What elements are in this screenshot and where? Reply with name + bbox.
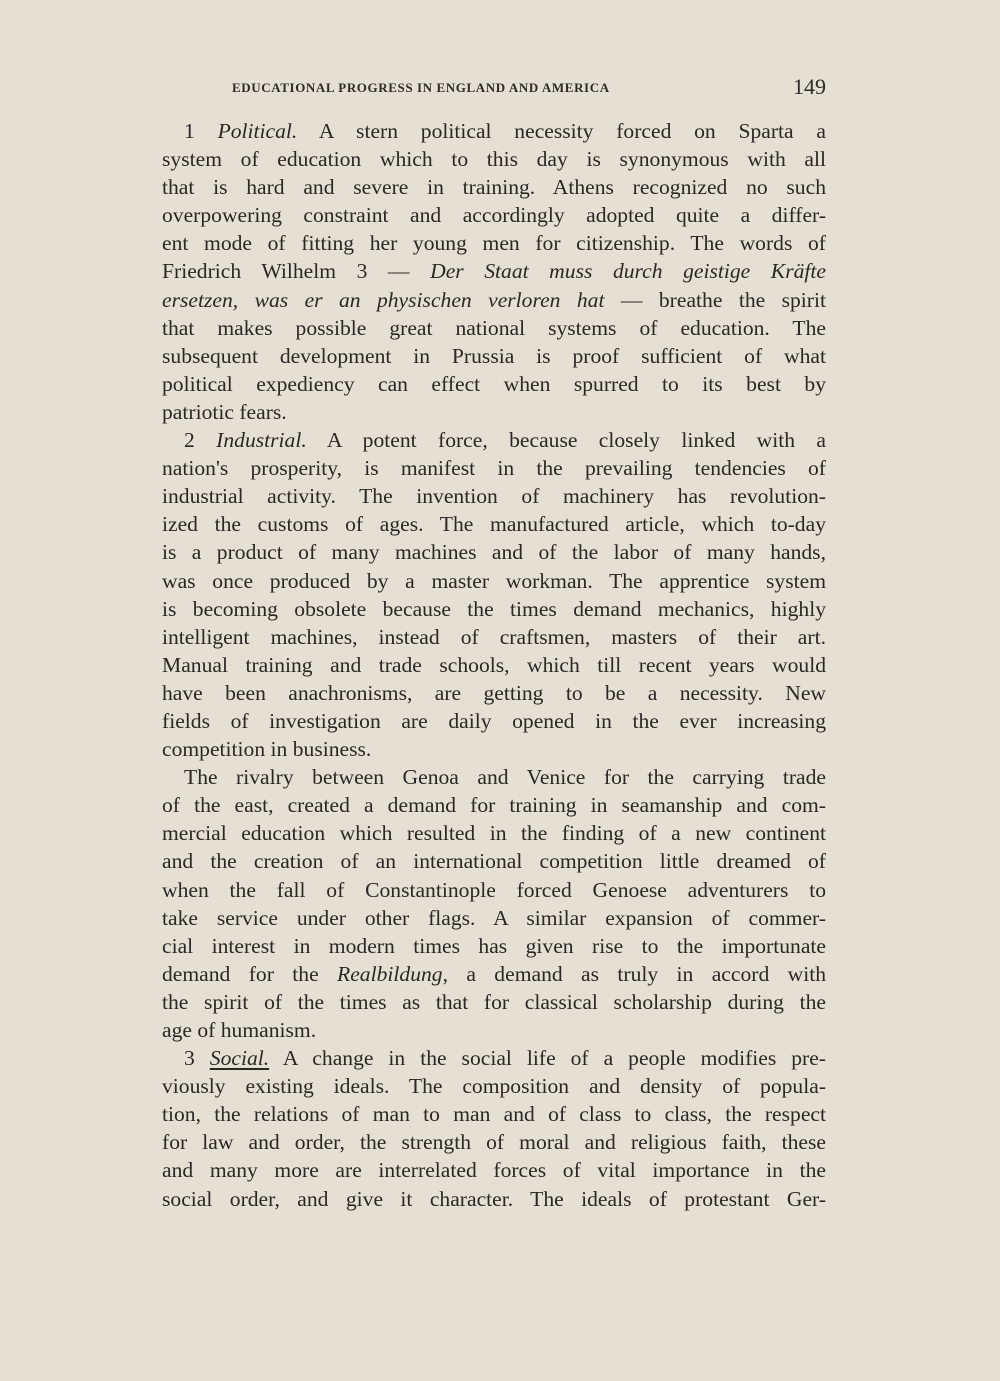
text-line bbox=[162, 876, 826, 904]
text-segment: 3 bbox=[184, 1046, 210, 1071]
text-segment: tion, the relations of man to man and of class to class, the respect bbox=[162, 1102, 826, 1127]
text-line bbox=[162, 286, 826, 314]
text-segment: competition in business. bbox=[162, 737, 372, 762]
text-line bbox=[162, 314, 826, 342]
text-line bbox=[162, 623, 826, 651]
text-segment: viously existing ideals. The composition and density of popula- bbox=[162, 1074, 826, 1099]
text-segment: and the creation of an international competition little dreamed of bbox=[162, 849, 826, 874]
text-line bbox=[162, 679, 826, 707]
text-line bbox=[162, 1128, 826, 1156]
paragraph bbox=[162, 1044, 826, 1213]
text-segment: A change in the social life of a people modifies pre- bbox=[269, 1046, 826, 1071]
text-line bbox=[162, 145, 826, 173]
text-line bbox=[162, 735, 826, 763]
text-segment: was once produced by a master workman. The apprentice system bbox=[162, 568, 826, 593]
paragraph bbox=[162, 426, 826, 763]
text-line bbox=[162, 1044, 826, 1072]
text-line bbox=[162, 426, 826, 454]
text-line bbox=[162, 538, 826, 566]
text-segment: ent mode of fitting her young men for citizenship. The words of bbox=[162, 231, 826, 256]
text-segment: that makes possible great national systems of education. The bbox=[162, 315, 826, 340]
text-line bbox=[162, 819, 826, 847]
text-segment: demand for the bbox=[162, 961, 338, 986]
text-line bbox=[162, 707, 826, 735]
text-segment: overpowering constraint and accordingly adopted quite a differ- bbox=[162, 203, 826, 228]
text-segment: take service under other flags. A similar expansion of commer- bbox=[162, 905, 826, 930]
text-segment: age of humanism. bbox=[162, 1018, 317, 1042]
text-segment: fields of investigation are daily opened in the ever increasing bbox=[162, 708, 826, 733]
text-line bbox=[162, 482, 826, 510]
text-line bbox=[162, 763, 826, 791]
text-segment: Manual training and trade schools, which till recent years would bbox=[162, 652, 826, 677]
text-segment: — breathe the spirit bbox=[604, 287, 826, 312]
text-segment: political expediency can effect when spurred to its best by bbox=[162, 371, 826, 396]
text-segment: 1 bbox=[184, 119, 218, 143]
text-line bbox=[162, 904, 826, 932]
text-line bbox=[162, 847, 826, 875]
text-line bbox=[162, 229, 826, 257]
text-line bbox=[162, 257, 826, 285]
text-line bbox=[162, 173, 826, 201]
text-segment: and many more are interrelated forces of vital importance in the bbox=[162, 1158, 826, 1183]
body-text bbox=[162, 117, 826, 1213]
text-segment: for law and order, the strength of moral and religious faith, these bbox=[162, 1130, 826, 1155]
text-segment: system of education which to this day is synonymous with all bbox=[162, 147, 826, 172]
text-line bbox=[162, 398, 826, 426]
text-segment: the spirit of the times as that for classical scholarship during the bbox=[162, 989, 826, 1014]
text-line bbox=[162, 370, 826, 398]
text-line bbox=[162, 1072, 826, 1100]
text-line bbox=[162, 117, 826, 145]
text-segment: have been anachronisms, are getting to be a necessity. New bbox=[162, 680, 826, 705]
text-segment: The rivalry between Genoa and Venice for the carrying trade bbox=[184, 765, 826, 790]
text-line bbox=[162, 510, 826, 538]
text-segment: mercial education which resulted in the finding of a new continent bbox=[162, 821, 826, 846]
text-segment: that is hard and severe in training. Athens recognized no such bbox=[162, 175, 826, 200]
text-line bbox=[162, 595, 826, 623]
paragraph bbox=[162, 763, 826, 1044]
text-segment: social order, and give it character. The ideals of protestant Ger- bbox=[162, 1186, 826, 1211]
emphasized-text: Social. bbox=[209, 1046, 270, 1071]
text-segment: 2 bbox=[184, 428, 217, 453]
text-line bbox=[162, 960, 826, 988]
running-title: EDUCATIONAL PROGRESS IN ENGLAND AND AMERICA bbox=[232, 80, 610, 95]
text-line bbox=[162, 932, 826, 960]
emphasized-text: ersetzen, was er an physischen verloren hat bbox=[162, 287, 605, 312]
text-segment: Friedrich Wilhelm 3 — bbox=[162, 259, 431, 284]
text-segment: is a product of many machines and of the labor of many hands, bbox=[162, 540, 826, 565]
text-segment: is becoming obsolete because the times demand mechanics, highly bbox=[162, 596, 826, 621]
text-segment: patriotic fears. bbox=[162, 399, 287, 424]
text-segment: cial interest in modern times has given rise to the importunate bbox=[162, 933, 826, 958]
text-segment: subsequent development in Prussia is proof sufficient of what bbox=[162, 343, 826, 368]
text-line bbox=[162, 988, 826, 1016]
text-line bbox=[162, 651, 826, 679]
text-line bbox=[162, 201, 826, 229]
text-segment: when the fall of Constantinople forced Genoese adventurers to bbox=[162, 877, 826, 902]
text-line bbox=[162, 1156, 826, 1184]
emphasized-text: Der Staat muss durch geistige Kräfte bbox=[430, 259, 826, 284]
text-segment: , a demand as truly in accord with bbox=[442, 961, 826, 986]
text-line bbox=[162, 1016, 826, 1044]
text-line bbox=[162, 791, 826, 819]
page-number: 149 bbox=[793, 74, 826, 99]
text-segment: industrial activity. The invention of machinery has revolution- bbox=[162, 484, 826, 509]
text-segment: A stern political necessity forced on Sparta a bbox=[297, 119, 826, 143]
text-line bbox=[162, 454, 826, 482]
emphasized-text: Political. bbox=[217, 119, 298, 143]
text-line bbox=[162, 1100, 826, 1128]
text-segment: of the east, created a demand for training in seamanship and com- bbox=[162, 793, 826, 818]
paragraph bbox=[162, 117, 826, 426]
text-segment: intelligent machines, instead of craftsmen, masters of their art. bbox=[162, 624, 826, 649]
emphasized-text: Realbildung bbox=[337, 961, 443, 986]
text-line bbox=[162, 342, 826, 370]
text-segment: nation's prosperity, is manifest in the prevailing tendencies of bbox=[162, 456, 826, 481]
text-segment: ized the customs of ages. The manufactured article, which to-day bbox=[162, 512, 826, 537]
emphasized-text: Industrial. bbox=[216, 428, 307, 453]
page-header bbox=[162, 74, 826, 102]
text-line bbox=[162, 1185, 826, 1213]
text-line bbox=[162, 567, 826, 595]
text-segment: A potent force, because closely linked with a bbox=[306, 428, 826, 453]
